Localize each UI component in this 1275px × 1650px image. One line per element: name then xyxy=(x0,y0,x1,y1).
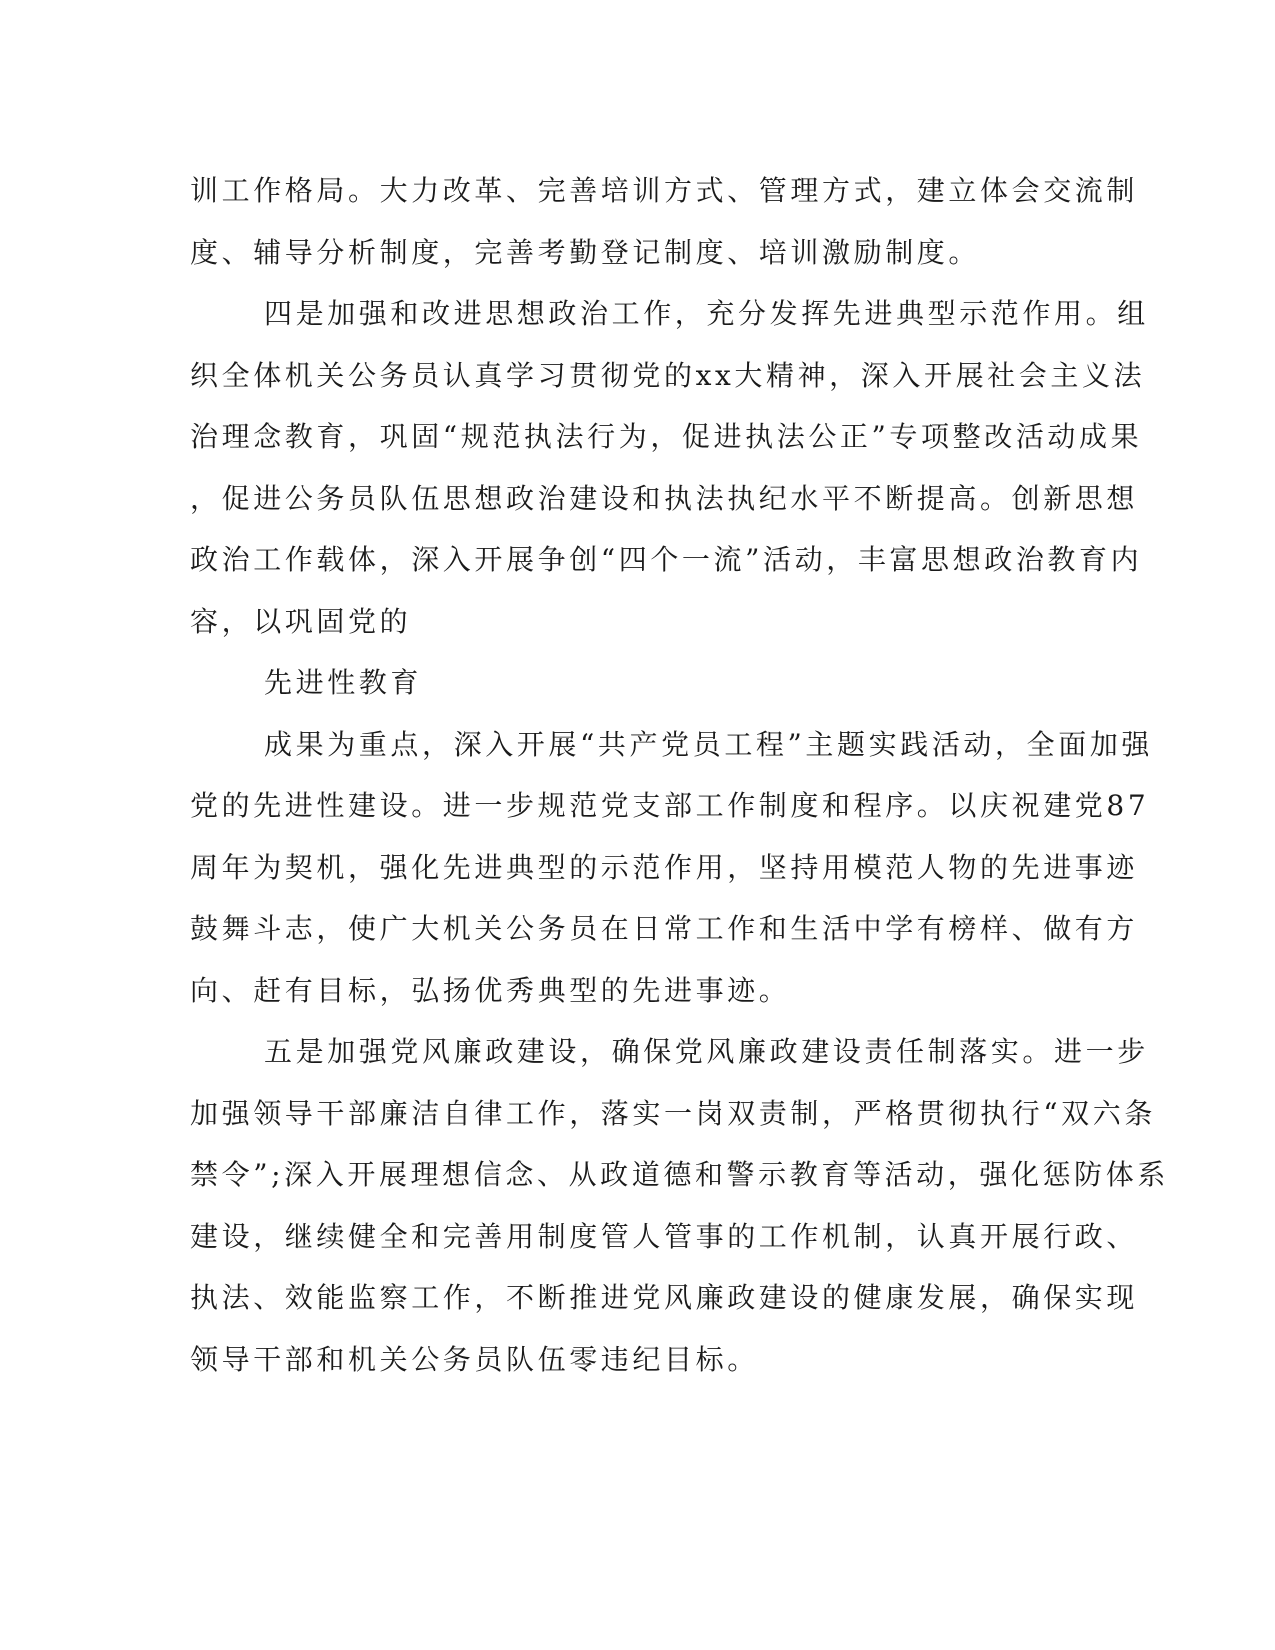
text-line: 禁令”;深入开展理想信念、从政道德和警示教育等活动，强化惩防体系 xyxy=(190,1158,1169,1191)
text-line: 执法、效能监察工作，不断推进党风廉政建设的健康发展，确保实现 xyxy=(190,1281,1139,1314)
text-line: 鼓舞斗志，使广大机关公务员在日常工作和生活中学有榜样、做有方 xyxy=(190,912,1139,945)
text-line: 领导干部和机关公务员队伍零违纪目标。 xyxy=(190,1342,759,1376)
document-body xyxy=(190,160,1169,1390)
text-line: 治理念教育，巩固“规范执法行为，促进执法公正”专项整改活动成果 xyxy=(190,420,1143,453)
text-line: ，促进公务员队伍思想政治建设和执法执纪水平不断提高。创新思想 xyxy=(190,481,1139,515)
paragraph-start-line: 成果为重点，深入开展“共产党员工程”主题实践活动，全面加强 xyxy=(264,727,1154,761)
text-line: 向、赶有目标，弘扬优秀典型的先进事迹。 xyxy=(190,973,791,1007)
text-line: 度、辅导分析制度，完善考勤登记制度、培训激励制度。 xyxy=(190,235,981,269)
paragraph-start-line: 先进性教育 xyxy=(264,666,423,699)
text-line: 加强领导干部廉洁自律工作，落实一岗双责制，严格贯彻执行“双六条 xyxy=(190,1096,1156,1130)
text-line: 织全体机关公务员认真学习贯彻党的xx大精神，深入开展社会主义法 xyxy=(190,358,1146,392)
text-line: 周年为契机，强化先进典型的示范作用，坚持用模范人物的先进事迹 xyxy=(190,850,1139,884)
paragraph-start-line: 五是加强党风廉政建设，确保党风廉政建设责任制落实。进一步 xyxy=(264,1035,1149,1068)
text-line: 训工作格局。大力改革、完善培训方式、管理方式，建立体会交流制 xyxy=(190,174,1139,207)
paragraph-start-line: 四是加强和改进思想政治工作，充分发挥先进典型示范作用。组 xyxy=(264,297,1149,330)
text-line: 政治工作载体，深入开展争创“四个一流”活动，丰富思想政治教育内 xyxy=(190,543,1143,576)
text-line: 容，以巩固党的 xyxy=(190,604,412,638)
text-line: 建设，继续健全和完善用制度管人管事的工作机制，认真开展行政、 xyxy=(190,1219,1139,1253)
text-line: 党的先进性建设。进一步规范党支部工作制度和程序。以庆祝建党87 xyxy=(190,789,1150,822)
